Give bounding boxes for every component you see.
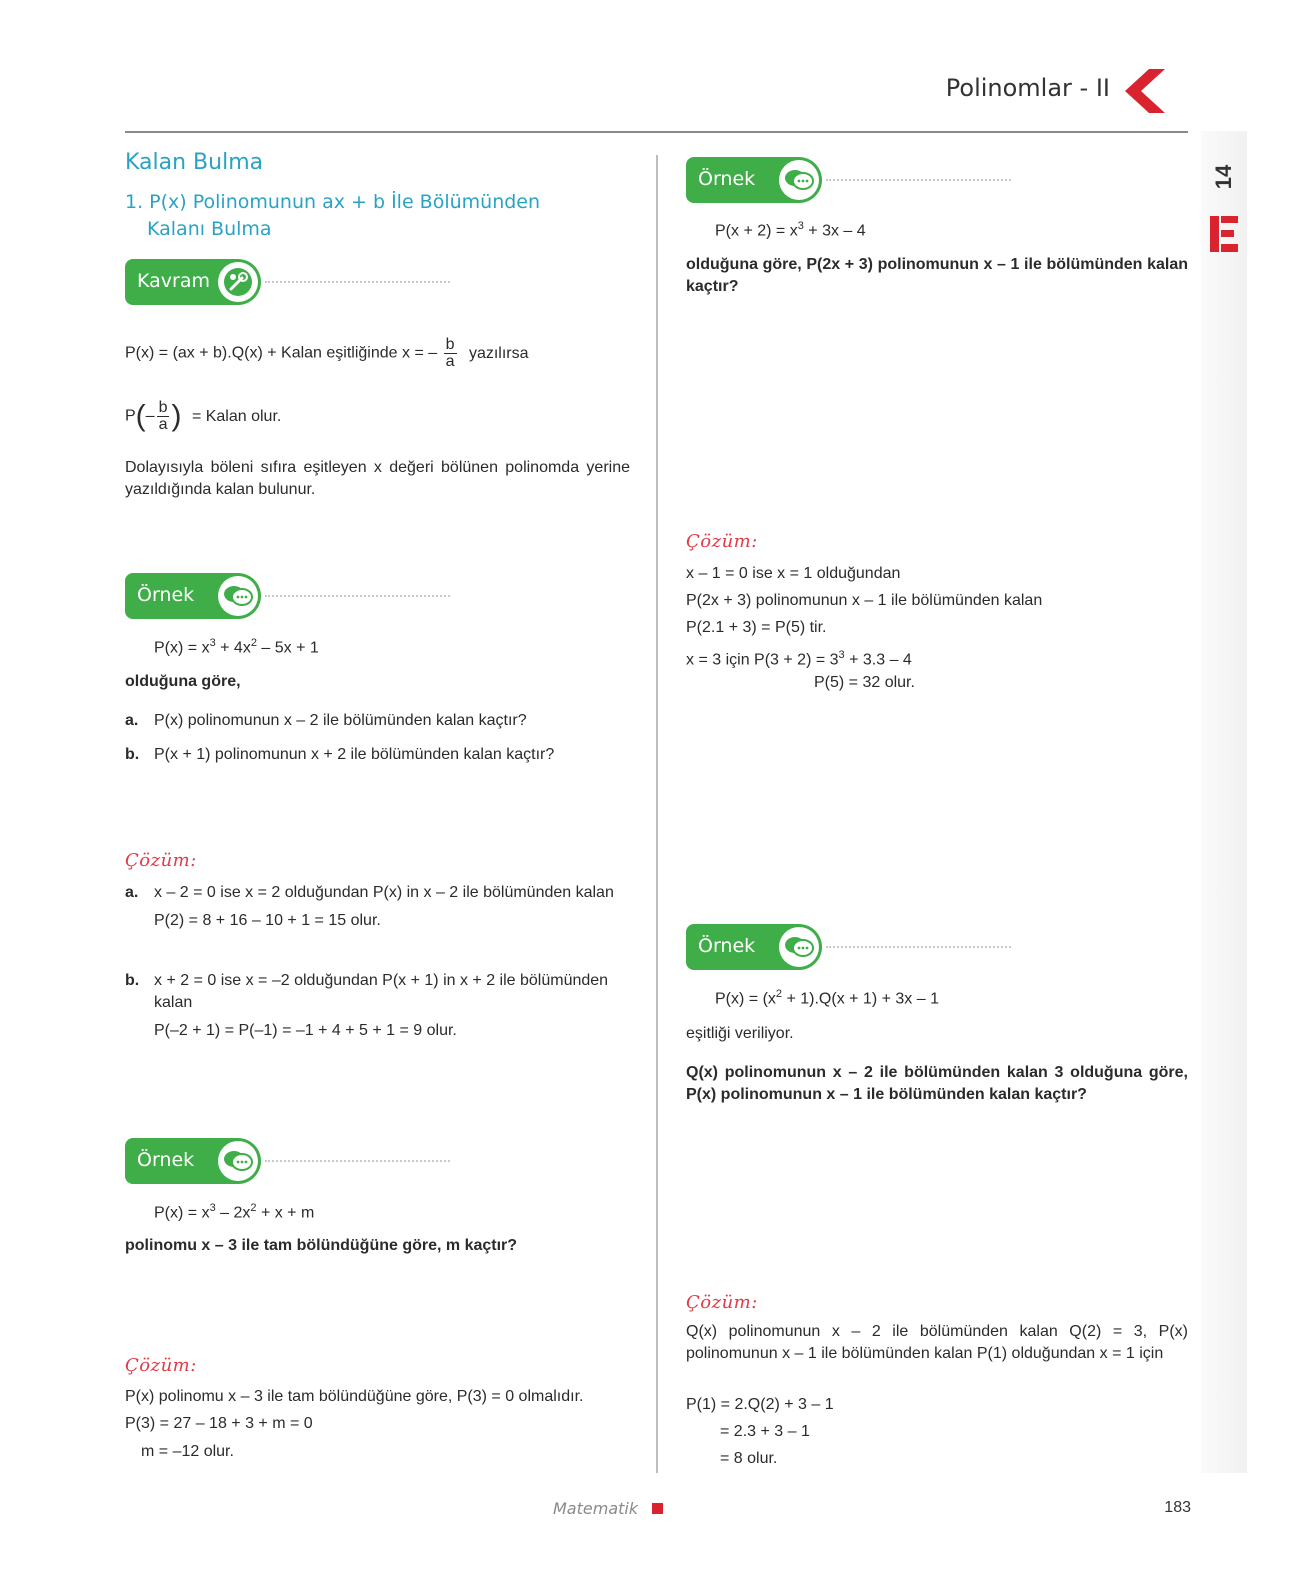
solution-label: Çözüm:: [686, 531, 758, 552]
example-dotted-line: [826, 946, 1011, 948]
list-marker: b.: [125, 746, 140, 763]
eq-part: + 1).Q(x + 1) + 3x – 1: [782, 990, 939, 1008]
right-example2-question: Q(x) polinomunun x – 2 ile bölümünden kalan 3 olduğuna göre, P(x) polinomunun x – 1 ile bölümünden kalan kaçtır?: [686, 1064, 1188, 1103]
solution-b-calc: P(–2 + 1) = P(–1) = –1 + 4 + 5 + 1 = 9 olur.: [154, 1022, 457, 1039]
eq-exponent: 2: [250, 1202, 257, 1214]
eq-part: – 2x: [215, 1204, 251, 1222]
solution-item-b: [125, 970, 630, 1042]
right-example2-equation: [715, 983, 939, 1010]
right-solution1-line: P(5) = 32 olur.: [814, 674, 915, 691]
side-band: [1201, 131, 1247, 1473]
chevron-left-icon: [1125, 69, 1165, 113]
speech-bubbles-icon: [783, 164, 815, 196]
example-badge: [125, 573, 261, 619]
example2-equation: [154, 1197, 314, 1224]
right-solution2-paragraph: Q(x) polinomunun x – 2 ile bölümünden kalan Q(2) = 3, P(x) polinomunun x – 1 ile bölümünden kalan P(1) olduğundan x = 1 için: [686, 1323, 1188, 1362]
list-marker: a.: [125, 884, 139, 901]
header-divider: [125, 131, 1188, 133]
kavram-paragraph: Dolayısıyla böleni sıfıra eşitleyen x değeri bölünen polinomda yerine yazıldığında kalan bulunur.: [125, 459, 630, 498]
kavram-formula-b: P(– $\frac{b}{a}$ ) = Kalan olur.: [125, 399, 282, 433]
kavram-formula-a: [125, 337, 529, 370]
fraction-b-over-a: [444, 337, 457, 370]
eq-part: P(x + 2) = x: [715, 222, 798, 240]
solution2-line: P(x) polinomu x – 3 ile tam bölündüğüne göre, P(3) = 0 olmalıdır.: [125, 1388, 584, 1405]
solution2-line: m = –12 olur.: [141, 1443, 234, 1460]
side-tab: [1208, 150, 1240, 255]
example2-question: polinomu x – 3 ile tam bölündüğüne göre, m kaçtır?: [125, 1237, 518, 1254]
right-example1-question: olduğuna göre, P(2x + 3) polinomunun x – 1 ile bölümünden kalan kaçtır?: [686, 256, 1188, 295]
example-badge-label: Örnek: [137, 584, 195, 606]
formula-a-text: P(x) = (ax + b).Q(x) + Kalan eşitliğinde x = –: [125, 344, 438, 362]
fraction-numerator-2: b: [158, 399, 168, 416]
foy-logo-icon: [1208, 214, 1240, 254]
formula-b-minus: –: [145, 407, 155, 425]
example-badge: [686, 157, 822, 203]
solution-label: Çözüm:: [125, 850, 197, 871]
fraction-b-over-a-2: [157, 400, 170, 433]
column-divider: [656, 155, 658, 1473]
subsection-title-line1: 1. P(x) Polinomunun ax + b İle Bölümünden: [125, 191, 541, 213]
example-dotted-line: [265, 595, 450, 597]
right-solution2-line: = 8 olur.: [720, 1450, 778, 1467]
eq-exponent: 2: [250, 637, 257, 649]
formula-b-p: P: [125, 407, 136, 425]
solution2-line: P(3) = 27 – 18 + 3 + m = 0: [125, 1415, 313, 1432]
list-item: [125, 744, 630, 766]
list-item-text: P(x + 1) polinomunun x + 2 ile bölümünden kalan kaçtır?: [154, 746, 555, 763]
example-badge-label: Örnek: [137, 1149, 195, 1171]
solution-item-a: [125, 882, 630, 932]
solution-label: Çözüm:: [125, 1355, 197, 1376]
example-badge-label: Örnek: [698, 168, 756, 190]
fraction-numerator: b: [445, 336, 455, 353]
example-badge: [125, 1138, 261, 1184]
example1-lead: olduğuna göre,: [125, 673, 241, 690]
eq-part: + 4x: [215, 639, 251, 657]
eq-exponent: 3: [838, 649, 845, 661]
right-example1-equation: [715, 215, 866, 242]
solution-b-text: x + 2 = 0 ise x = –2 olduğundan P(x + 1) in x + 2 ile bölümünden kalan: [154, 972, 609, 1011]
formula-a-suffix: yazılırsa: [468, 344, 529, 362]
eq-exponent: 2: [775, 988, 783, 1000]
speech-bubbles-icon: [222, 580, 254, 612]
speech-bubbles-icon: [783, 931, 815, 963]
right-solution1-line: P(2.1 + 3) = P(5) tir.: [686, 619, 827, 636]
eq-part: P(x) = x: [154, 1204, 210, 1222]
example-dotted-line: [826, 179, 1011, 181]
right-solution1-line: [686, 644, 912, 671]
example-badge: [686, 924, 822, 970]
solution-a-calc: P(2) = 8 + 16 – 10 + 1 = 15 olur.: [154, 912, 381, 929]
eq-part: – 5x + 1: [256, 639, 319, 657]
kavram-dotted-line: [265, 281, 450, 283]
footer-square-icon: [652, 1503, 663, 1514]
subsection-title: [125, 189, 540, 243]
footer-subject: Matematik: [553, 1499, 639, 1518]
fraction-denominator-2: a: [158, 416, 168, 433]
fraction-denominator: a: [445, 353, 455, 370]
right-solution1-line: x – 1 = 0 ise x = 1 olduğundan: [686, 565, 901, 582]
speech-bubbles-icon: [222, 1145, 254, 1177]
chapter-title: Polinomlar - II: [945, 74, 1110, 102]
tools-icon: [222, 266, 254, 298]
side-tab-number: 14: [1211, 164, 1236, 190]
right-solution2-line: P(1) = 2.Q(2) + 3 – 1: [686, 1396, 834, 1413]
solution-a-text: x – 2 = 0 ise x = 2 olduğundan P(x) in x – 2 ile bölümünden kalan: [154, 884, 614, 901]
right-solution1-line: P(2x + 3) polinomunun x – 1 ile bölümünden kalan: [686, 592, 1043, 609]
side-tab-label: [1208, 150, 1209, 151]
list-item: [125, 710, 630, 732]
example1-equation: [154, 632, 319, 659]
eq-exponent: 3: [797, 220, 804, 232]
list-marker: a.: [125, 712, 139, 729]
example-badge-label: Örnek: [698, 935, 756, 957]
eq-part: P(x) = x: [154, 639, 210, 657]
eq-exponent: 3: [209, 637, 216, 649]
eq-part: x = 3 için P(3 + 2) = 3: [686, 651, 839, 669]
solution-label: Çözüm:: [686, 1292, 758, 1313]
list-item-text: P(x) polinomunun x – 2 ile bölümünden kalan kaçtır?: [154, 712, 527, 729]
right-solution2-line: = 2.3 + 3 – 1: [720, 1423, 810, 1440]
section-title: Kalan Bulma: [125, 150, 264, 175]
kavram-badge-label: Kavram: [137, 270, 210, 292]
list-marker: b.: [125, 972, 140, 989]
right-example2-lead: eşitliği veriliyor.: [686, 1025, 794, 1042]
subsection-title-line2: Kalanı Bulma: [147, 218, 272, 240]
kavram-badge: [125, 259, 261, 305]
eq-part: + 3.3 – 4: [844, 651, 912, 669]
eq-part: + x + m: [256, 1204, 315, 1222]
eq-part: P(x) = (x: [715, 990, 776, 1008]
page-number: 183: [1164, 1499, 1191, 1516]
example-dotted-line: [265, 1160, 450, 1162]
eq-part: + 3x – 4: [803, 222, 866, 240]
formula-b-suffix: = Kalan olur.: [191, 407, 282, 425]
eq-exponent: 3: [209, 1202, 216, 1214]
